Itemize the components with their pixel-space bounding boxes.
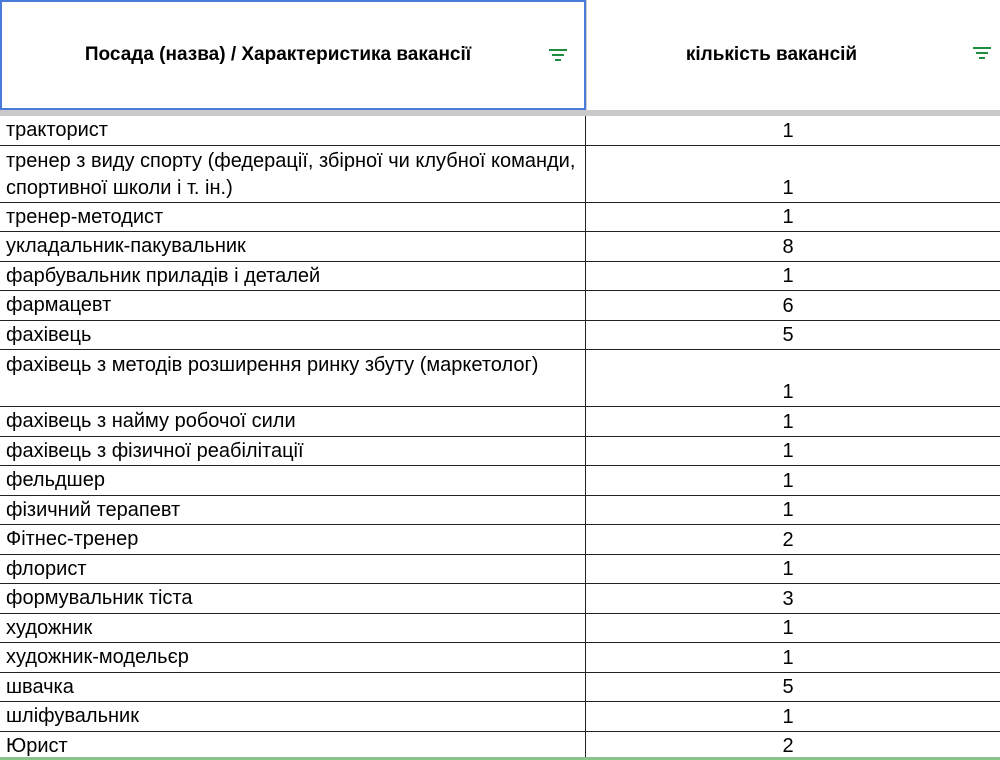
cell-position[interactable]: фахівець з фізичної реабілітації bbox=[0, 437, 586, 466]
cell-count[interactable]: 1 bbox=[782, 558, 794, 580]
cell-count[interactable]: 1 bbox=[782, 265, 794, 287]
table-row bbox=[0, 584, 1000, 614]
cell-position[interactable]: флорист bbox=[0, 555, 586, 584]
table-row bbox=[0, 407, 1000, 437]
cell-count[interactable]: 1 bbox=[782, 469, 794, 492]
table-row bbox=[0, 116, 1000, 146]
table-row bbox=[0, 525, 1000, 555]
table-row bbox=[0, 437, 1000, 467]
cell-position[interactable]: формувальник тіста bbox=[0, 584, 586, 613]
cell-count[interactable]: 2 bbox=[782, 735, 794, 757]
cell-count[interactable]: 1 bbox=[782, 381, 794, 403]
table-row bbox=[0, 614, 1000, 644]
cell-count[interactable]: 1 bbox=[782, 499, 794, 521]
header-count-label: кількість вакансій bbox=[685, 44, 858, 65]
header-cell-count[interactable] bbox=[586, 0, 1000, 110]
cell-count[interactable]: 1 bbox=[782, 440, 794, 462]
table-row bbox=[0, 466, 1000, 496]
table-row bbox=[0, 321, 1000, 351]
cell-position[interactable]: швачка bbox=[0, 673, 586, 702]
table-row bbox=[0, 673, 1000, 703]
header-cell-position[interactable] bbox=[0, 0, 586, 110]
table-row bbox=[0, 732, 1000, 760]
table-row bbox=[0, 146, 1000, 203]
cell-position[interactable]: фахівець bbox=[0, 321, 586, 350]
cell-count[interactable]: 6 bbox=[782, 294, 794, 317]
table-row bbox=[0, 350, 1000, 407]
cell-count[interactable]: 1 bbox=[782, 617, 794, 639]
table-row bbox=[0, 203, 1000, 233]
table-row bbox=[0, 496, 1000, 526]
cell-count[interactable]: 1 bbox=[782, 119, 794, 142]
cell-count[interactable]: 3 bbox=[782, 587, 794, 610]
cell-count[interactable]: 1 bbox=[782, 206, 794, 228]
table-body bbox=[0, 116, 1000, 760]
filter-icon[interactable] bbox=[972, 46, 992, 60]
cell-position[interactable]: тренер-методист bbox=[0, 203, 586, 232]
header-row bbox=[0, 0, 1000, 110]
cell-position[interactable]: шліфувальник bbox=[0, 702, 586, 731]
table-row bbox=[0, 262, 1000, 292]
cell-count[interactable]: 1 bbox=[782, 410, 794, 433]
cell-count[interactable]: 1 bbox=[782, 176, 794, 199]
cell-position[interactable]: фельдшер bbox=[0, 466, 586, 495]
cell-position[interactable]: укладальник-пакувальник bbox=[0, 232, 586, 261]
cell-count[interactable]: 2 bbox=[782, 528, 794, 551]
cell-position[interactable]: фарбувальник приладів і деталей bbox=[0, 262, 586, 291]
cell-position[interactable]: художник bbox=[0, 614, 586, 643]
table-row bbox=[0, 702, 1000, 732]
table-row bbox=[0, 232, 1000, 262]
cell-count[interactable]: 5 bbox=[782, 676, 794, 698]
cell-position[interactable]: фізичний терапевт bbox=[0, 496, 586, 525]
cell-count[interactable]: 1 bbox=[782, 646, 794, 669]
cell-position[interactable]: фармацевт bbox=[0, 291, 586, 320]
cell-position[interactable]: тренер з виду спорту (федерації, збірної чи клубної команди, спортивної школи і т. ін.) bbox=[0, 146, 586, 202]
table-row bbox=[0, 555, 1000, 585]
cell-position[interactable]: художник-модельєр bbox=[0, 643, 586, 672]
filter-icon[interactable] bbox=[548, 48, 568, 62]
cell-position[interactable]: Юрист bbox=[0, 732, 586, 760]
cell-count[interactable]: 8 bbox=[782, 235, 794, 258]
cell-count[interactable]: 1 bbox=[782, 705, 794, 728]
cell-position[interactable]: фахівець з методів розширення ринку збуту (маркетолог) bbox=[0, 350, 586, 406]
cell-position[interactable]: тракторист bbox=[0, 116, 586, 145]
table-row bbox=[0, 291, 1000, 321]
cell-position[interactable]: фахівець з найму робочої сили bbox=[0, 407, 586, 436]
header-position-label: Посада (назва) / Характеристика вакансії bbox=[84, 44, 472, 65]
cell-count[interactable]: 5 bbox=[782, 324, 794, 346]
cell-position[interactable]: Фітнес-тренер bbox=[0, 525, 586, 554]
table-row bbox=[0, 643, 1000, 673]
